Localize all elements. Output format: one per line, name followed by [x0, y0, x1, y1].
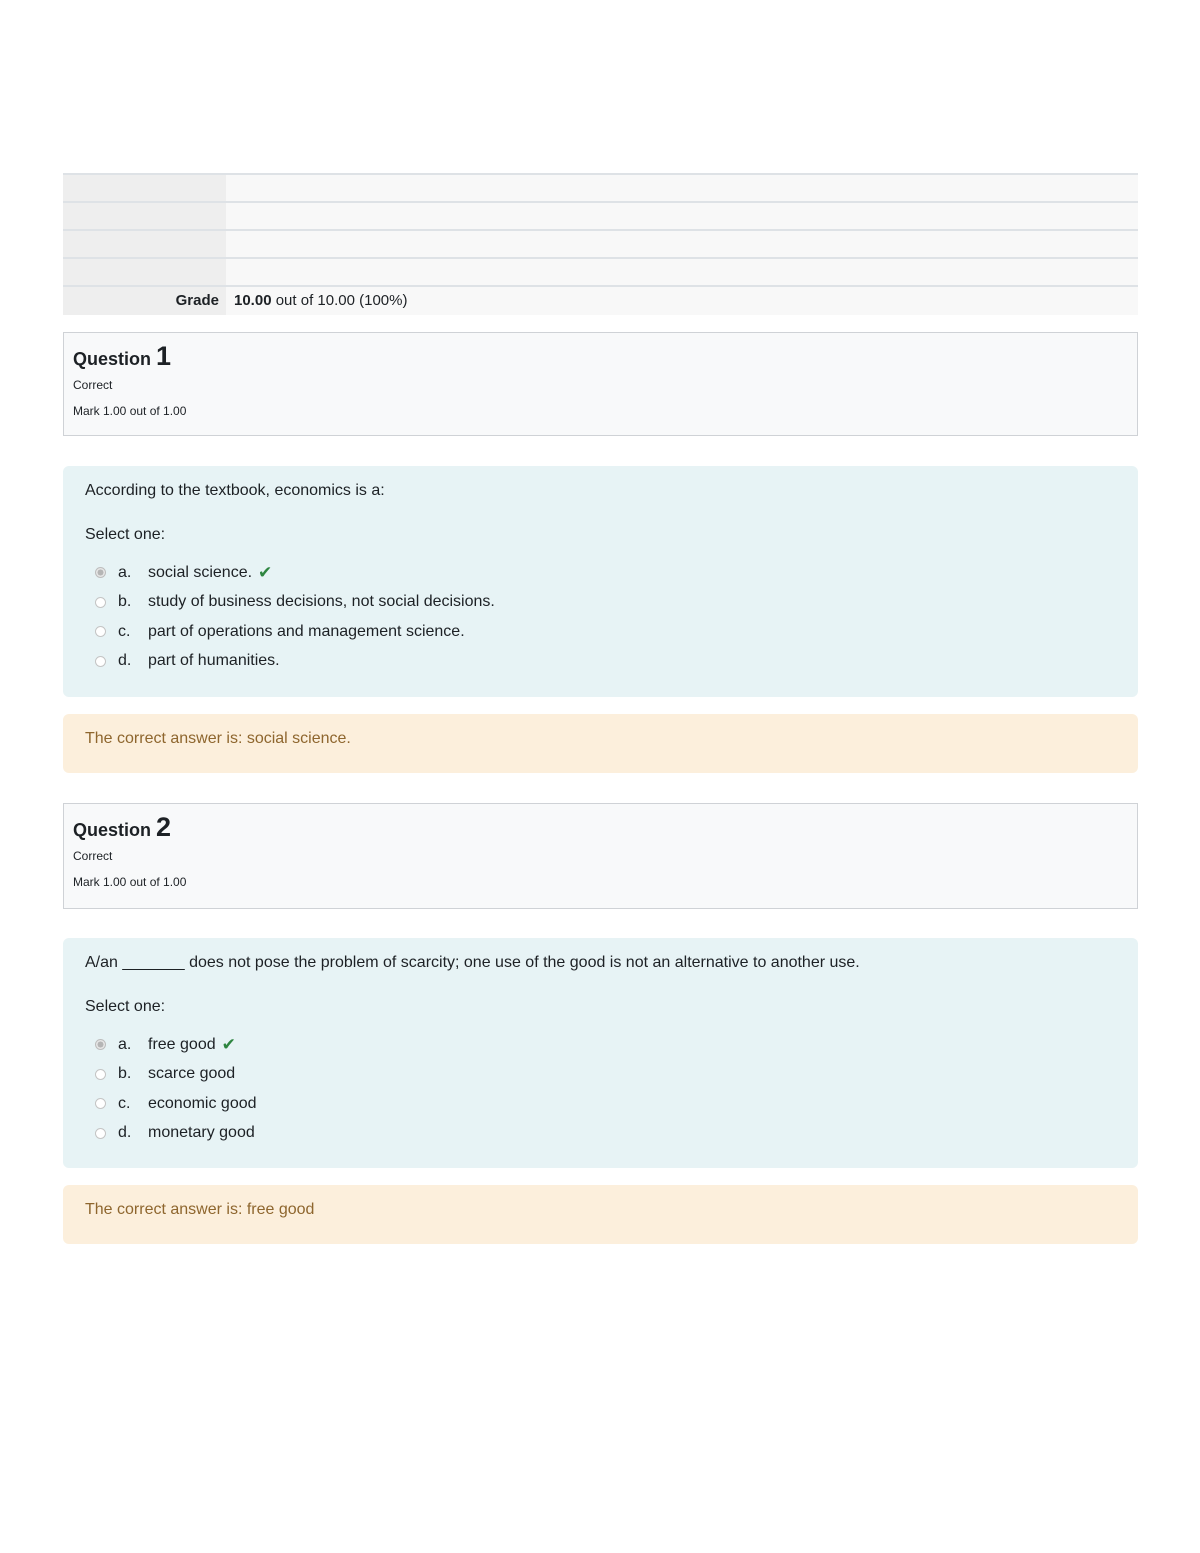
answer-option-d[interactable]	[85, 647, 1116, 677]
answer-letter: b.	[118, 593, 132, 611]
summary-label	[63, 231, 226, 257]
answer-option-a[interactable]	[85, 1030, 1116, 1060]
answer-text: monetary good	[148, 1124, 255, 1142]
radio-button[interactable]	[95, 1128, 106, 1139]
select-one-prompt: Select one:	[85, 998, 166, 1015]
grade-value	[226, 287, 1138, 315]
answer-option-c[interactable]	[85, 617, 1116, 647]
question-state: Correct	[73, 849, 113, 863]
summary-row	[63, 175, 1138, 203]
answer-text: part of operations and management science.	[148, 622, 465, 640]
grade-label: Grade	[63, 287, 226, 315]
radio-button[interactable]	[95, 597, 106, 608]
question-info-2	[63, 803, 1138, 909]
answer-letter: c.	[118, 1094, 131, 1112]
answer-text: economic good	[148, 1094, 257, 1112]
check-icon: ✔	[258, 562, 273, 582]
summary-value	[226, 231, 1138, 257]
summary-value	[226, 175, 1138, 201]
summary-row-grade	[63, 287, 1138, 315]
answer-text: part of humanities.	[148, 652, 280, 670]
answer-text: scarce good	[148, 1065, 236, 1083]
radio-button[interactable]	[95, 656, 106, 667]
answer-list	[85, 558, 1116, 676]
summary-row	[63, 231, 1138, 259]
answer-letter: a.	[118, 563, 132, 581]
grade-score: 10.00	[234, 292, 272, 309]
attempt-summary-table	[63, 173, 1138, 315]
question-info-1	[63, 332, 1138, 436]
answer-text: free good	[148, 1035, 216, 1053]
answer-letter: a.	[118, 1035, 132, 1053]
radio-button[interactable]	[95, 1098, 106, 1109]
question-text: According to the textbook, economics is a:	[85, 482, 385, 499]
question-word: Question	[73, 820, 152, 840]
answer-option-b[interactable]	[85, 1060, 1116, 1090]
question-content-2	[63, 938, 1138, 1168]
summary-value	[226, 203, 1138, 229]
question-mark: Mark 1.00 out of 1.00	[73, 875, 187, 889]
correct-answer-feedback-1: The correct answer is: social science.	[63, 714, 1138, 773]
summary-value	[226, 259, 1138, 285]
answer-option-c[interactable]	[85, 1089, 1116, 1119]
question-text: A/an _______ does not pose the problem of scarcity; one use of the good is not an alternative to another use.	[85, 954, 860, 971]
question-number: 2	[156, 812, 172, 842]
summary-label	[63, 175, 226, 201]
answer-letter: d.	[118, 1124, 132, 1142]
answer-letter: d.	[118, 652, 132, 670]
answer-text: social science.	[148, 563, 253, 581]
question-number: 1	[156, 341, 172, 371]
answer-option-b[interactable]	[85, 588, 1116, 618]
question-content-1	[63, 466, 1138, 697]
question-word: Question	[73, 349, 152, 369]
answer-option-a[interactable]	[85, 558, 1116, 588]
question-title	[73, 812, 1128, 843]
radio-button[interactable]	[95, 1069, 106, 1080]
question-mark: Mark 1.00 out of 1.00	[73, 404, 187, 418]
summary-label	[63, 203, 226, 229]
check-icon: ✔	[221, 1034, 236, 1054]
correct-answer-feedback-2: The correct answer is: free good	[63, 1185, 1138, 1244]
answer-option-d[interactable]	[85, 1119, 1116, 1149]
answer-list	[85, 1030, 1116, 1148]
summary-row	[63, 203, 1138, 231]
question-state: Correct	[73, 378, 113, 392]
summary-row	[63, 259, 1138, 287]
radio-button-selected[interactable]	[95, 1039, 106, 1050]
summary-label	[63, 259, 226, 285]
select-one-prompt: Select one:	[85, 526, 166, 543]
radio-button-selected[interactable]	[95, 567, 106, 578]
answer-text: study of business decisions, not social decisions.	[148, 593, 495, 611]
answer-letter: c.	[118, 622, 131, 640]
radio-button[interactable]	[95, 626, 106, 637]
grade-total: out of 10.00 (100%)	[271, 292, 408, 309]
question-title	[73, 341, 1128, 372]
answer-letter: b.	[118, 1065, 132, 1083]
